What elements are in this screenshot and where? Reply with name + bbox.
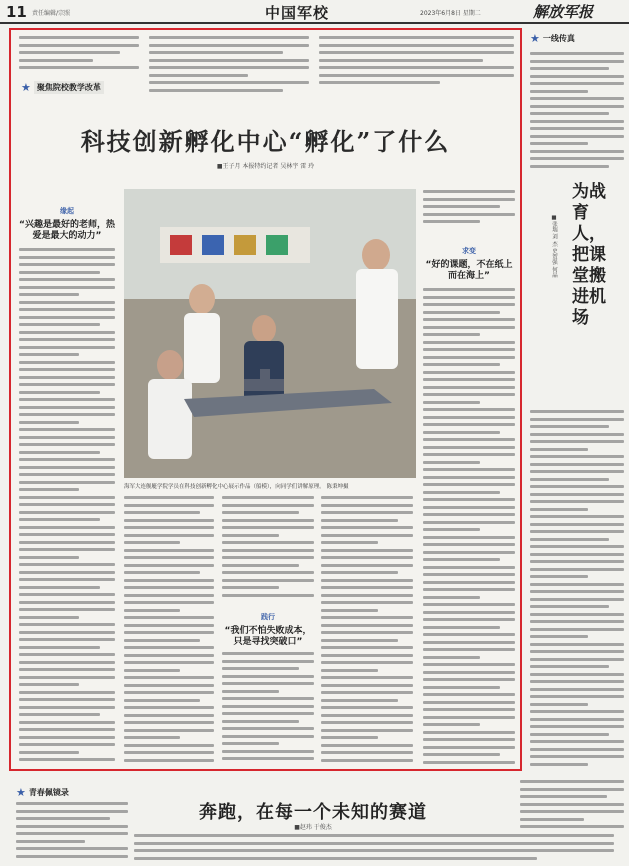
sidebar-column-tag: ★ 一线传真 (530, 32, 575, 45)
subhead-3: 践行 “我们不怕失败成本，只是寻找突破口” (224, 613, 312, 647)
sidebar-text (530, 52, 624, 172)
text-column (124, 496, 214, 764)
column-tag: ★ 聚焦院校教学改革 (21, 80, 104, 94)
text-column (222, 496, 314, 604)
text-block (19, 36, 139, 76)
feature-article (9, 28, 522, 771)
bottom-text (134, 834, 614, 864)
text-column (321, 496, 413, 764)
editor-note: 责任编辑/宗照 (32, 10, 71, 17)
section-title: 中国军校 (265, 4, 330, 22)
bottom-text (16, 802, 128, 864)
star-icon: ★ (16, 786, 26, 799)
sidebar-text (530, 410, 624, 772)
star-icon: ★ (21, 80, 31, 94)
bottom-byline: ■赵玮 于俊杰 (294, 824, 332, 831)
page-number: 11 (6, 3, 27, 21)
masthead (0, 0, 629, 24)
newspaper-logo: 解放军报 (533, 3, 594, 21)
byline: ■王子月 本报特约记者 吴林宇 雷 玲 (216, 163, 315, 170)
text-column (423, 288, 515, 764)
sidebar-title: 为战育人，把课堂搬进机场 (572, 182, 606, 328)
text-column (222, 652, 314, 764)
text-block (149, 36, 309, 116)
text-column (19, 248, 115, 764)
issue-date: 2023年6月8日 星期二 (420, 10, 481, 17)
headline: 科技创新孵化中心“孵化”了什么 (80, 127, 451, 156)
subhead-2: 求变 “好的课题，不在纸上而在海上” (425, 247, 513, 281)
photo-illustration (124, 189, 416, 478)
text-column (423, 190, 515, 236)
subhead-1: 缘起 “兴趣是最好的老师，热爱是最大的动力” (19, 207, 115, 241)
bottom-headline: 奔跑，在每一个未知的赛道 (199, 802, 427, 823)
star-icon: ★ (530, 32, 540, 45)
sidebar-byline: ■张瑞 刘 杰 史贺强 何晶 (551, 215, 557, 278)
text-block (319, 36, 514, 116)
bottom-column-tag: ★ 青春佩镜录 (16, 786, 69, 799)
news-photo (124, 189, 416, 478)
photo-caption: 海军大连舰艇学院学员在科技创新孵化中心展示作品（船模），向同学们讲解原理。 陈秉坤摄 (124, 484, 349, 490)
bottom-text (520, 780, 624, 834)
